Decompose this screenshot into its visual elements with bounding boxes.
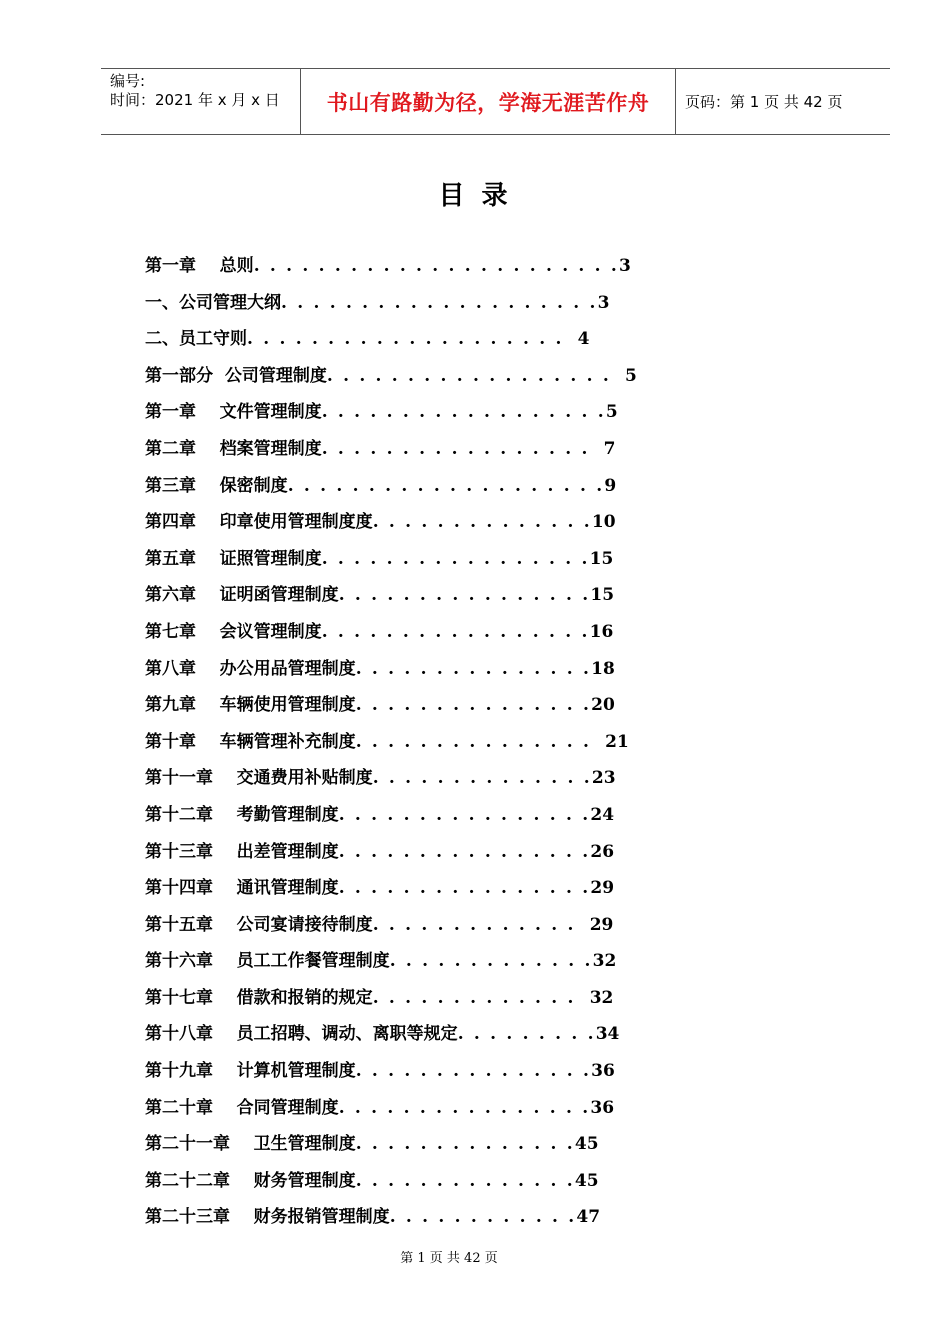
toc-entry[interactable] — [145, 1126, 845, 1163]
toc-entry[interactable] — [145, 504, 845, 541]
toc-entry-label: 第九章 车辆使用管理制度 — [145, 695, 356, 716]
toc-entry-leader: . . . . . . . . . . . . . . . . . . — [326, 365, 620, 386]
toc-entry-page: 15 — [590, 585, 615, 606]
toc-entry[interactable] — [145, 431, 845, 468]
toc-entry-leader: . . . . . . . . . . . . . . — [372, 768, 592, 789]
header-page-info: 页码：第 1 页 共 42 页 — [685, 93, 843, 111]
header-slogan: 书山有路勤为径，学海无涯苦作舟 — [301, 69, 676, 134]
toc-entry-label: 第二章 档案管理制度 — [145, 438, 322, 459]
toc-entry-label: 第十四章 通讯管理制度 — [145, 878, 339, 899]
toc-entry-page: 47 — [576, 1207, 601, 1228]
toc-entry-leader: . . . . . . . . . . . . . . . . — [338, 1097, 591, 1118]
toc-entry-leader: . . . . . . . . . . . . . — [372, 987, 584, 1008]
toc-entry[interactable] — [145, 1053, 845, 1090]
toc-entry[interactable] — [145, 834, 845, 871]
toc-entry-label: 第十五章 公司宴请接待制度 — [145, 914, 373, 935]
toc-entry-page: 45 — [574, 1134, 599, 1155]
toc-entry-label: 二、员工守则 — [145, 329, 247, 350]
toc-entry[interactable] — [145, 394, 845, 431]
toc-entry-label: 第十八章 员工招聘、调动、离职等规定 — [145, 1024, 458, 1045]
toc-entry-leader: . . . . . . . . . — [457, 1024, 596, 1045]
toc-entry[interactable] — [145, 943, 845, 980]
toc-entry-leader: . . . . . . . . . . . . . . — [372, 512, 592, 533]
toc-entry-leader: . . . . . . . . . . . . . . . . . — [321, 621, 590, 642]
toc-entry-leader: . . . . . . . . . . . . — [389, 1207, 577, 1228]
toc-entry[interactable] — [145, 724, 845, 761]
toc-entry-label: 第二十一章 卫生管理制度 — [145, 1134, 356, 1155]
toc-entry-leader: . . . . . . . . . . . . . . . . — [338, 585, 591, 606]
toc-entry-leader: . . . . . . . . . . . . . . . — [355, 731, 600, 752]
toc-entry-label: 第一部分 公司管理制度 — [145, 365, 327, 386]
toc-entry-label: 第五章 证照管理制度 — [145, 548, 322, 569]
toc-entry-page: 23 — [591, 768, 616, 789]
toc-entry-page: 24 — [590, 804, 615, 825]
toc-entry[interactable] — [145, 1016, 845, 1053]
toc-entry-label: 第六章 证明函管理制度 — [145, 585, 339, 606]
page-title-text: 目 录 — [438, 181, 512, 211]
toc-entry-page: 45 — [574, 1170, 599, 1191]
toc-entry-leader: . . . . . . . . . . . . . . . . . . . . — [281, 292, 598, 313]
toc-entry[interactable] — [145, 358, 845, 395]
toc-entry[interactable] — [145, 651, 845, 688]
header-meta — [101, 69, 301, 134]
toc-entry[interactable] — [145, 980, 845, 1017]
toc-entry-page: 15 — [589, 548, 614, 569]
toc-entry-page: 32 — [583, 987, 614, 1008]
toc-entry-page: 29 — [583, 914, 614, 935]
toc-entry-leader: . . . . . . . . . . . . . . . . — [338, 804, 591, 825]
toc-entry-label: 第十六章 员工工作餐管理制度 — [145, 951, 390, 972]
footer-page-number: 第 1 页 共 42 页 — [400, 1251, 498, 1266]
toc-entry-label: 第四章 印章使用管理制度度 — [145, 512, 373, 533]
toc-entry-page: 10 — [591, 512, 616, 533]
toc-entry-leader: . . . . . . . . . . . . . — [389, 951, 593, 972]
toc-entry-leader: . . . . . . . . . . . . . . — [355, 1170, 575, 1191]
toc-entry-leader: . . . . . . . . . . . . . . . . . — [321, 548, 590, 569]
toc-entry-leader: . . . . . . . . . . . . . . . . . . . . — [287, 475, 605, 496]
toc-entry-page: 36 — [591, 1061, 615, 1082]
toc-entry-page: 36 — [590, 1097, 615, 1118]
toc-entry-page: 16 — [589, 621, 614, 642]
toc-entry-page: 26 — [590, 841, 615, 862]
toc-entry[interactable] — [145, 760, 845, 797]
toc-entry-leader: . . . . . . . . . . . . . . . . — [338, 841, 591, 862]
toc-entry-page: 5 — [605, 402, 618, 423]
toc-entry[interactable] — [145, 797, 845, 834]
toc-entry-page: 3 — [619, 256, 631, 276]
toc-entry-label: 第二十三章 财务报销管理制度 — [145, 1207, 390, 1228]
toc-entry-page: 34 — [595, 1024, 620, 1045]
toc-entry[interactable] — [145, 870, 845, 907]
toc-entry[interactable] — [145, 577, 845, 614]
toc-entry-label: 第十九章 计算机管理制度 — [145, 1061, 356, 1082]
toc-entry[interactable] — [145, 541, 845, 578]
toc-entry-page: 7 — [597, 438, 616, 459]
toc-entry-leader: . . . . . . . . . . . . . . . — [355, 695, 592, 716]
toc-entry-label: 第十章 车辆管理补充制度 — [145, 731, 356, 752]
toc-entry-leader: . . . . . . . . . . . . . . . . . . . . . . . — [253, 256, 620, 276]
toc-entry-leader: . . . . . . . . . . . . . . — [355, 1134, 575, 1155]
toc-entry-leader: . . . . . . . . . . . . . . . . . . . . — [247, 329, 572, 350]
toc-entry-leader: . . . . . . . . . . . . . . . . . . — [321, 402, 606, 423]
toc-entry-page: 29 — [590, 878, 615, 899]
table-of-contents — [145, 248, 845, 1236]
toc-entry-page: 18 — [591, 658, 615, 679]
toc-entry-label: 第二十章 合同管理制度 — [145, 1097, 339, 1118]
page-header — [101, 68, 890, 135]
toc-entry[interactable] — [145, 614, 845, 651]
toc-entry-label: 第一章 文件管理制度 — [145, 402, 322, 423]
document-date: 时间：2021 年 x 月 x 日 — [110, 91, 280, 109]
toc-entry-leader: . . . . . . . . . . . . . . . . . — [321, 438, 598, 459]
toc-entry-label: 第十二章 考勤管理制度 — [145, 804, 339, 825]
toc-entry-page: 4 — [571, 329, 590, 350]
toc-entry-page: 20 — [591, 695, 615, 716]
toc-entry-leader: . . . . . . . . . . . . . . . — [355, 658, 592, 679]
toc-entry[interactable] — [145, 248, 845, 285]
toc-entry-label: 第十一章 交通费用补贴制度 — [145, 768, 373, 789]
toc-entry-label: 第一章 总则 — [145, 256, 254, 276]
toc-entry-page: 32 — [592, 951, 617, 972]
document-number-label: 编号: — [110, 72, 146, 90]
toc-entry-label: 第二十二章 财务管理制度 — [145, 1170, 356, 1191]
toc-entry-label: 一、公司管理大纲 — [145, 292, 281, 313]
toc-entry-leader: . . . . . . . . . . . . . . . . — [338, 878, 591, 899]
toc-entry[interactable] — [145, 285, 845, 322]
toc-entry-page: 3 — [597, 292, 610, 313]
toc-entry-label: 第十三章 出差管理制度 — [145, 841, 339, 862]
toc-entry[interactable] — [145, 907, 845, 944]
toc-entry-label: 第七章 会议管理制度 — [145, 621, 322, 642]
toc-entry-page: 5 — [619, 365, 637, 386]
toc-entry[interactable] — [145, 1199, 845, 1236]
toc-entry[interactable] — [145, 321, 845, 358]
toc-entry-label: 第八章 办公用品管理制度 — [145, 658, 356, 679]
toc-entry-page: 21 — [599, 731, 629, 752]
page-title — [0, 175, 950, 212]
toc-entry-label: 第十七章 借款和报销的规定 — [145, 987, 373, 1008]
toc-entry[interactable] — [145, 468, 845, 505]
toc-entry-leader: . . . . . . . . . . . . . . . — [355, 1061, 592, 1082]
toc-entry[interactable] — [145, 687, 845, 724]
toc-entry[interactable] — [145, 1163, 845, 1200]
toc-entry[interactable] — [145, 1090, 845, 1127]
page-footer — [0, 1247, 950, 1266]
toc-entry-leader: . . . . . . . . . . . . . — [372, 914, 584, 935]
toc-entry-page: 9 — [604, 475, 617, 496]
toc-entry-label: 第三章 保密制度 — [145, 475, 288, 496]
